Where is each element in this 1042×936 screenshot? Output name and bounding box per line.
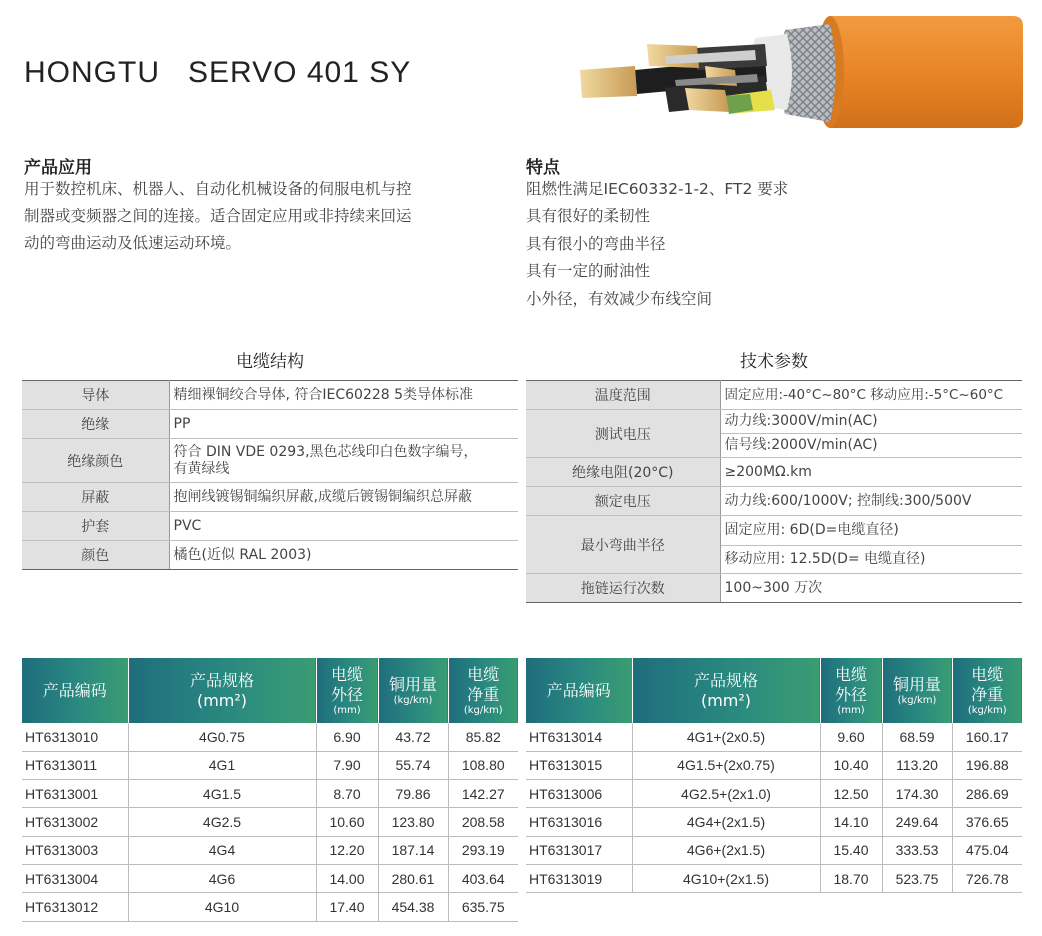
- structure-label: 护套: [22, 512, 169, 541]
- table-row: [22, 723, 518, 751]
- tech-label: 温度范围: [526, 381, 720, 410]
- table-row: [526, 574, 1022, 603]
- tech-value: 动力线:600/1000V; 控制线:300/500V: [720, 487, 1022, 516]
- cell-weight: 108.80: [448, 751, 518, 779]
- tech-value: ≥200MΩ.km: [720, 458, 1022, 487]
- table-row: [526, 864, 1022, 892]
- application-line: 用于数控机床、机器人、自动化机械设备的伺服电机与控: [24, 180, 412, 198]
- tech-heading: 技术参数: [740, 352, 808, 372]
- cell-copper: 249.64: [882, 808, 952, 836]
- cell-od: 10.60: [316, 808, 378, 836]
- tech-label: 最小弯曲半径: [526, 516, 720, 574]
- cell-copper: 79.86: [378, 780, 448, 808]
- table-row: [526, 410, 1022, 434]
- cell-spec: 4G2.5: [128, 808, 316, 836]
- col-header-copper: 铜用量 (kg/km): [378, 658, 448, 723]
- col-header-od: 电缆 外径 (mm): [820, 658, 882, 723]
- structure-value: 精细裸铜绞合导体, 符合IEC60228 5类导体标准: [169, 381, 518, 410]
- col-header-weight: 电缆 净重 (kg/km): [448, 658, 518, 723]
- cell-spec: 4G1+(2x0.5): [632, 723, 820, 751]
- product-table-left: [22, 658, 518, 922]
- tech-label: 测试电压: [526, 410, 720, 458]
- table-row: [22, 541, 518, 570]
- cell-copper: 187.14: [378, 836, 448, 864]
- cell-code: HT6313010: [22, 723, 128, 751]
- application-text: [24, 176, 494, 257]
- cell-weight: 403.64: [448, 864, 518, 892]
- cell-code: HT6313003: [22, 836, 128, 864]
- table-row: [22, 893, 518, 921]
- cell-weight: 726.78: [952, 864, 1022, 892]
- cell-code: HT6313019: [526, 864, 632, 892]
- cell-weight: 635.75: [448, 893, 518, 921]
- cell-weight: 208.58: [448, 808, 518, 836]
- tech-value: 100~300 万次: [720, 574, 1022, 603]
- cell-code: HT6313006: [526, 780, 632, 808]
- table-row: [526, 836, 1022, 864]
- cell-code: HT6313012: [22, 893, 128, 921]
- tech-value: 固定应用: 6D(D=电缆直径): [720, 516, 1022, 546]
- structure-value: 橘色(近似 RAL 2003): [169, 541, 518, 570]
- feature-item: 小外径，有效减少布线空间: [526, 289, 713, 308]
- cell-copper: 174.30: [882, 780, 952, 808]
- structure-value: PVC: [169, 512, 518, 541]
- table-row: [526, 780, 1022, 808]
- table-header-row: [526, 658, 1022, 723]
- cell-code: HT6313002: [22, 808, 128, 836]
- cell-spec: 4G4+(2x1.5): [632, 808, 820, 836]
- cell-code: HT6313016: [526, 808, 632, 836]
- structure-table: [22, 380, 518, 570]
- tech-value: 固定应用:-40°C~80°C 移动应用:-5°C~60°C: [720, 381, 1022, 410]
- cell-weight: 85.82: [448, 723, 518, 751]
- table-row: [526, 458, 1022, 487]
- table-row: [22, 483, 518, 512]
- cell-copper: 43.72: [378, 723, 448, 751]
- cell-od: 17.40: [316, 893, 378, 921]
- tech-value: 动力线:3000V/min(AC): [720, 410, 1022, 434]
- cell-spec: 4G1: [128, 751, 316, 779]
- col-header-code: 产品编码: [22, 658, 128, 723]
- cell-od: 15.40: [820, 836, 882, 864]
- cell-copper: 280.61: [378, 864, 448, 892]
- feature-item: 具有一定的耐油性: [526, 262, 651, 281]
- structure-heading: 电缆结构: [236, 352, 304, 372]
- tech-label: 绝缘电阻(20°C): [526, 458, 720, 487]
- cell-od: 14.00: [316, 864, 378, 892]
- cell-spec: 4G10+(2x1.5): [632, 864, 820, 892]
- structure-value-line: 符合 DIN VDE 0293,黑色芯线印白色数字编号，: [173, 443, 478, 460]
- cell-weight: 142.27: [448, 780, 518, 808]
- cell-spec: 4G6: [128, 864, 316, 892]
- cell-od: 10.40: [820, 751, 882, 779]
- structure-label: 颜色: [22, 541, 169, 570]
- cell-spec: 4G4: [128, 836, 316, 864]
- application-line: 动的弯曲运动及低速运动环境。: [24, 234, 242, 252]
- table-row: [526, 751, 1022, 779]
- structure-value: PP: [169, 410, 518, 439]
- cell-code: HT6313015: [526, 751, 632, 779]
- table-row: [526, 516, 1022, 546]
- cell-spec: 4G2.5+(2x1.0): [632, 780, 820, 808]
- col-header-od: 电缆 外径 (mm): [316, 658, 378, 723]
- cell-copper: 113.20: [882, 751, 952, 779]
- cell-copper: 68.59: [882, 723, 952, 751]
- cell-od: 12.50: [820, 780, 882, 808]
- cell-code: HT6313017: [526, 836, 632, 864]
- features-heading: 特点: [526, 158, 560, 178]
- col-header-spec: 产品规格 (mm²): [128, 658, 316, 723]
- cell-spec: 4G0.75: [128, 723, 316, 751]
- cell-od: 8.70: [316, 780, 378, 808]
- cell-od: 14.10: [820, 808, 882, 836]
- cell-code: HT6313004: [22, 864, 128, 892]
- cell-weight: 286.69: [952, 780, 1022, 808]
- col-header-code: 产品编码: [526, 658, 632, 723]
- cell-spec: 4G10: [128, 893, 316, 921]
- cell-code: HT6313014: [526, 723, 632, 751]
- table-row: [22, 381, 518, 410]
- cell-code: HT6313001: [22, 780, 128, 808]
- cell-copper: 123.80: [378, 808, 448, 836]
- col-header-spec: 产品规格 (mm²): [632, 658, 820, 723]
- table-row: [22, 864, 518, 892]
- tech-label: 额定电压: [526, 487, 720, 516]
- tech-value: 信号线:2000V/min(AC): [720, 434, 1022, 458]
- cell-weight: 160.17: [952, 723, 1022, 751]
- col-header-copper: 铜用量 (kg/km): [882, 658, 952, 723]
- features-list: [526, 176, 788, 313]
- cell-od: 18.70: [820, 864, 882, 892]
- table-header-row: [22, 658, 518, 723]
- table-row: [22, 836, 518, 864]
- cell-weight: 475.04: [952, 836, 1022, 864]
- cell-copper: 333.53: [882, 836, 952, 864]
- structure-value: [169, 439, 518, 483]
- product-table-right: [526, 658, 1022, 893]
- col-header-weight: 电缆 净重 (kg/km): [952, 658, 1022, 723]
- table-row: [526, 723, 1022, 751]
- structure-label: 绝缘: [22, 410, 169, 439]
- cell-copper: 523.75: [882, 864, 952, 892]
- table-row: [22, 410, 518, 439]
- structure-label: 导体: [22, 381, 169, 410]
- cell-spec: 4G1.5: [128, 780, 316, 808]
- table-row: [22, 780, 518, 808]
- tech-table: [526, 380, 1022, 603]
- cell-spec: 4G6+(2x1.5): [632, 836, 820, 864]
- cell-weight: 293.19: [448, 836, 518, 864]
- structure-label: 绝缘颜色: [22, 439, 169, 483]
- cell-copper: 55.74: [378, 751, 448, 779]
- cell-code: HT6313011: [22, 751, 128, 779]
- table-row: [526, 808, 1022, 836]
- cell-od: 9.60: [820, 723, 882, 751]
- application-line: 制器或变频器之间的连接。适合固定应用或非持续来回运: [24, 207, 412, 225]
- table-row: [22, 751, 518, 779]
- table-row: [526, 381, 1022, 410]
- feature-item: 具有很小的弯曲半径: [526, 234, 666, 253]
- cell-weight: 376.65: [952, 808, 1022, 836]
- cell-copper: 454.38: [378, 893, 448, 921]
- application-heading: 产品应用: [24, 158, 92, 178]
- cell-od: 12.20: [316, 836, 378, 864]
- feature-item: 具有很好的柔韧性: [526, 207, 651, 226]
- structure-label: 屏蔽: [22, 483, 169, 512]
- table-row: [22, 439, 518, 483]
- product-title: HONGTU SERVO 401 SY: [24, 56, 412, 89]
- feature-item: 阻燃性满足IEC60332-1-2、FT2 要求: [526, 180, 789, 198]
- tech-value: 移动应用: 12.5D(D= 电缆直径): [720, 546, 1022, 574]
- tech-label: 拖链运行次数: [526, 574, 720, 603]
- structure-value: 抱闸线镀锡铜编织屏蔽,成缆后镀锡铜编织总屏蔽: [169, 483, 518, 512]
- table-row: [526, 487, 1022, 516]
- cell-weight: 196.88: [952, 751, 1022, 779]
- structure-value-line: 有黄绿线: [173, 460, 230, 477]
- cell-od: 7.90: [316, 751, 378, 779]
- table-row: [22, 808, 518, 836]
- cell-od: 6.90: [316, 723, 378, 751]
- table-row: [22, 512, 518, 541]
- cable-image: [575, 10, 1025, 140]
- cell-spec: 4G1.5+(2x0.75): [632, 751, 820, 779]
